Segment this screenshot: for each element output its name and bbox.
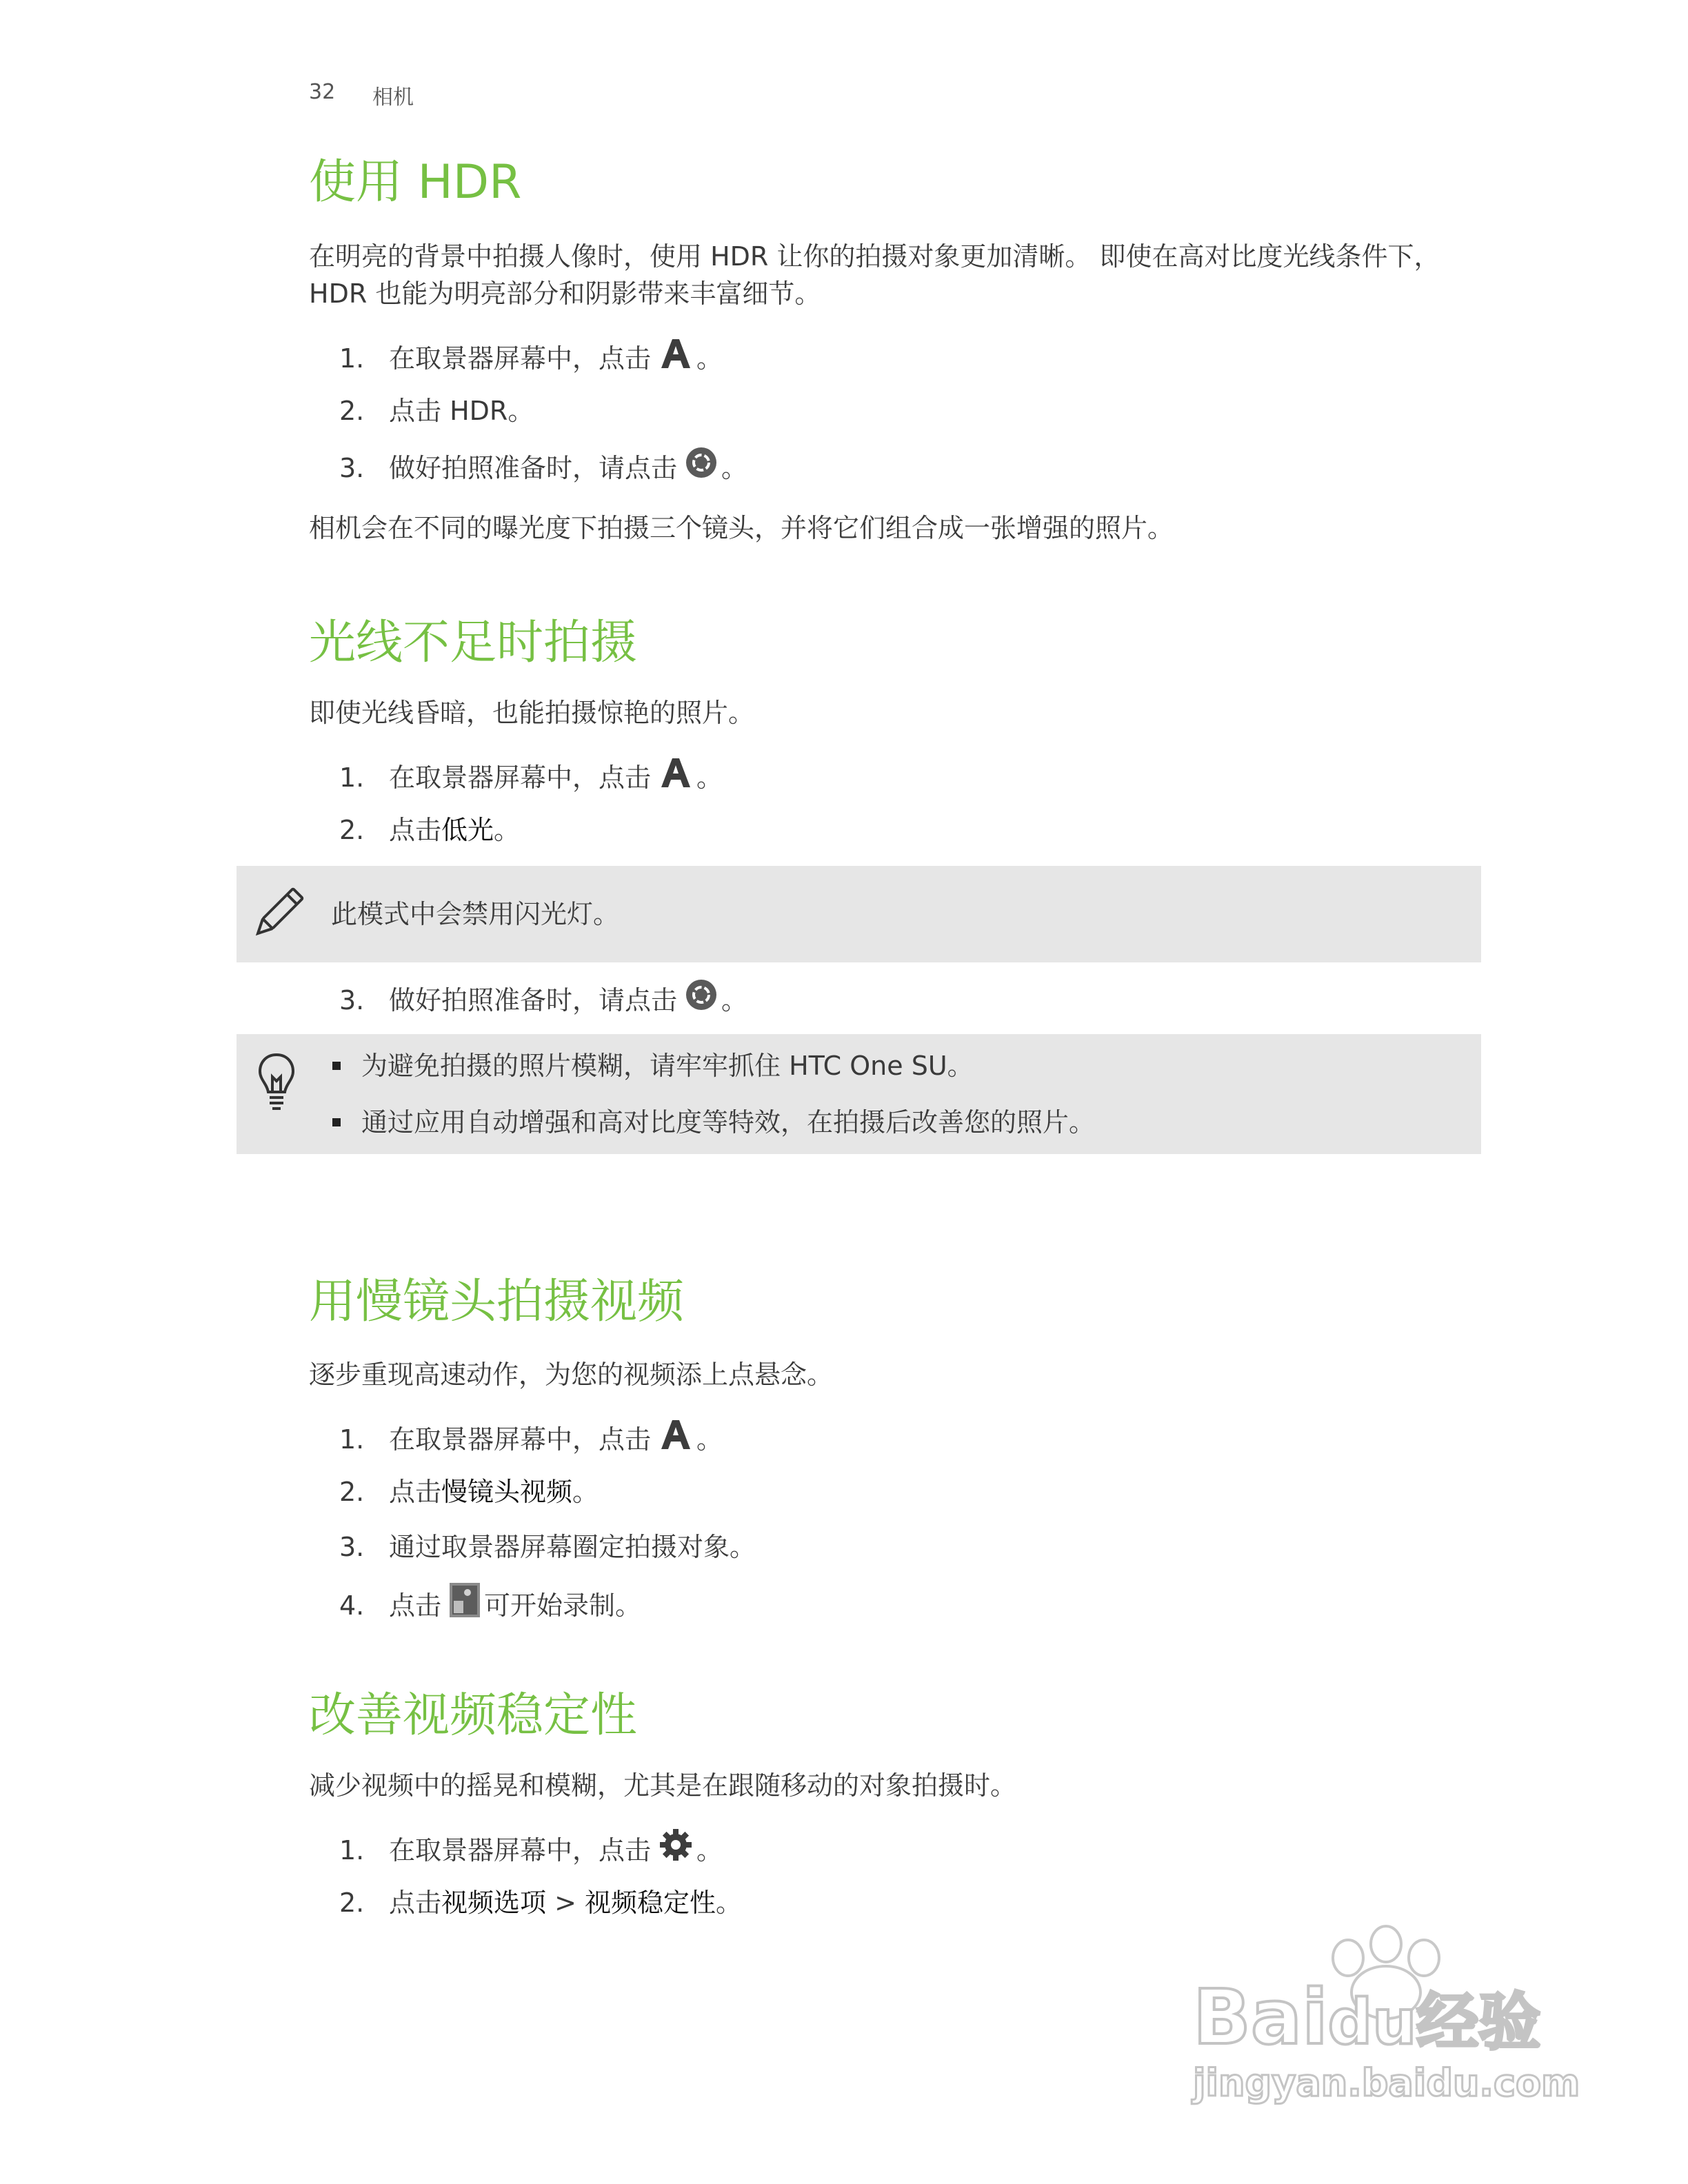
lowlight-step-3: 3. 做好拍照准备时，请点击 。 — [339, 979, 747, 1021]
watermark-brand: Bai — [1193, 1973, 1328, 2061]
step-text: 点击 HDR。 — [389, 396, 534, 426]
low-light-option: 低光 — [441, 815, 494, 845]
video-options-menu: 视频选项 — [441, 1888, 547, 1918]
lightbulb-icon — [257, 1052, 296, 1117]
step-text: 在取景器屏幕中，点击 — [389, 343, 652, 374]
section-title-stabilize: 改善视频稳定性 — [309, 1688, 638, 1743]
step-text: 通过取景器屏幕圈定拍摄对象。 — [389, 1532, 756, 1562]
watermark-url: jingyan.baidu.com — [1193, 2061, 1580, 2105]
slowmo-intro: 逐步重现高速动作，为您的视频添上点悬念。 — [309, 1359, 834, 1390]
step-text: 在取景器屏幕中，点击 — [389, 762, 652, 793]
step-number: 3. — [339, 984, 365, 1015]
step-number: 1. — [339, 1424, 365, 1455]
step-number: 2. — [339, 815, 365, 845]
watermark-cn: 经验 — [1416, 1986, 1541, 2059]
slowmo-step-4: 4. 点击 可开始录制。 — [339, 1583, 641, 1628]
step-text: 在取景器屏幕中，点击 — [389, 1424, 652, 1455]
step-number: 1. — [339, 1834, 365, 1866]
step-number: 1. — [339, 762, 365, 793]
section-title-slowmo: 用慢镜头拍摄视频 — [309, 1275, 685, 1329]
running-header: 相机 — [372, 85, 414, 110]
step-number: 3. — [339, 1532, 365, 1562]
hdr-step-2 — [339, 392, 534, 430]
step-number: 2. — [339, 1477, 365, 1507]
hdr-step-3: 3. 做好拍照准备时，请点击 。 — [339, 447, 747, 489]
shutter-icon — [685, 979, 717, 1021]
step-number: 4. — [339, 1590, 365, 1621]
slow-motion-option: 慢镜头视频 — [441, 1477, 573, 1507]
gear-icon — [659, 1828, 692, 1872]
hdr-intro-line2: HDR 也能为明亮部分和阴影带来丰富细节。 — [309, 279, 821, 309]
video-stabilization-option: 视频稳定性 — [585, 1888, 716, 1918]
lowlight-intro: 即使光线昏暗，也能拍摄惊艳的照片。 — [309, 698, 755, 728]
slowmo-step-1: 1. 在取景器屏幕中，点击 。 — [339, 1417, 723, 1461]
slowmo-step-2: 2. 点击 慢镜头视频 。 — [339, 1473, 599, 1511]
shutter-icon — [685, 447, 717, 489]
note-text: 此模式中会禁用闪光灯。 — [331, 899, 620, 929]
bullet — [332, 1062, 341, 1070]
slowmo-step-3 — [339, 1528, 756, 1566]
auto-mode-icon — [659, 1417, 692, 1461]
lowlight-step-2: 2. 点击 低光 。 — [339, 811, 520, 849]
stabilize-intro: 减少视频中的摇晃和模糊，尤其是在跟随移动的对象拍摄时。 — [309, 1770, 1017, 1801]
pencil-icon — [250, 882, 305, 947]
step-number: 1. — [339, 343, 365, 374]
section-title-lowlight: 光线不足时拍摄 — [309, 616, 638, 670]
stabilize-step-2: 2. 点击 视频选项 > 视频稳定性 。 — [339, 1883, 742, 1922]
section-title-hdr: 使用 HDR — [309, 155, 522, 210]
step-text: 做好拍照准备时，请点击 — [389, 452, 678, 483]
tip-item: 通过应用自动增强和高对比度等特效，在拍摄后改善您的照片。 — [332, 1103, 1095, 1142]
step-number: 2. — [339, 1888, 365, 1918]
hdr-outro: 相机会在不同的曝光度下拍摄三个镜头，并将它们组合成一张增强的照片。 — [309, 513, 1174, 543]
lowlight-step-1: 1. 在取景器屏幕中，点击 。 — [339, 756, 723, 799]
step-text: 做好拍照准备时，请点击 — [389, 984, 678, 1015]
hdr-intro-line1: 在明亮的背景中拍摄人像时，使用 HDR 让你的拍摄对象更加清晰。 即使在高对比度光线条件下， — [309, 241, 1440, 272]
tip-item: 为避免拍摄的照片模糊，请牢牢抓住 HTC One SU。 — [332, 1046, 974, 1085]
hdr-step-1: 1. 在取景器屏幕中，点击 。 — [339, 336, 723, 380]
watermark-brand-du: du — [1327, 1986, 1417, 2059]
page-number: 32 — [309, 80, 336, 104]
step-text: 在取景器屏幕中，点击 — [389, 1834, 652, 1866]
step-number: 3. — [339, 452, 365, 483]
step-number: 2. — [339, 396, 365, 426]
note-box — [237, 866, 1481, 962]
record-video-icon — [450, 1583, 480, 1628]
stabilize-step-1: 1. 在取景器屏幕中，点击 。 — [339, 1828, 723, 1872]
auto-mode-icon — [659, 756, 692, 799]
auto-mode-icon — [659, 336, 692, 380]
bullet — [332, 1118, 341, 1126]
baidu-watermark — [1179, 1910, 1593, 2110]
